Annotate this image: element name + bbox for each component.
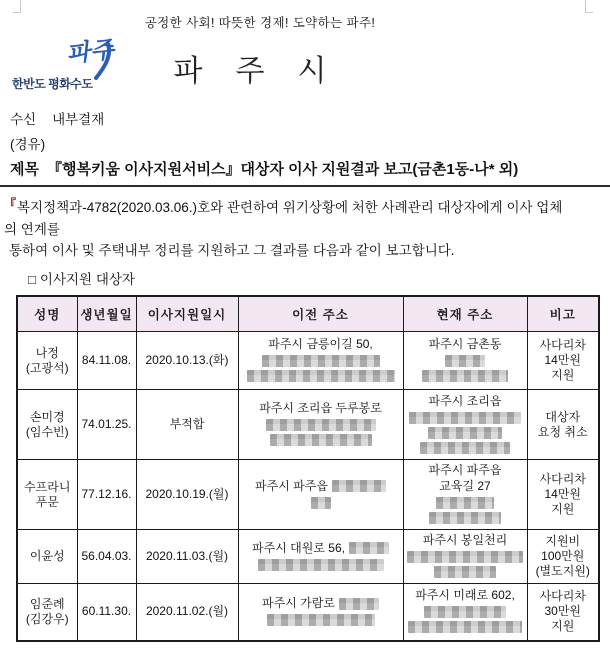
address-text: 파주시 대원로 56,	[252, 540, 345, 555]
note-line: 사다리차	[539, 589, 586, 604]
cell-prev-address	[238, 460, 403, 530]
person-name: 손미경	[29, 409, 65, 424]
section-title: □ 이사지원 대상자	[28, 272, 135, 287]
cell-curr-address	[403, 460, 527, 530]
cell-support-date: 2020.10.13.(화)	[136, 332, 238, 390]
col-header-prev-address: 이전 주소	[238, 296, 403, 332]
note-line: (별도지원)	[535, 564, 590, 578]
note-line: 지원	[551, 619, 575, 634]
body-line-1-text: 복지정책과-4782(2020.03.06.)호와 관련하여 위기상황에 처한 사례관리 대상자에게 이사 업체	[17, 200, 563, 215]
body-line-3: 통하여 이사 및 주택내부 정리를 지원하고 그 결과를 다음과 같이 보고합니다.	[9, 243, 455, 258]
scan-corner-mark-right	[585, 0, 593, 13]
cell-curr-address	[403, 332, 527, 390]
redacted-text-block	[311, 497, 331, 509]
redacted-text-block	[407, 551, 523, 563]
address-text: 파주시 조리읍 두루봉로	[259, 401, 382, 415]
note-line: 지원	[551, 368, 575, 382]
redacted-text-block	[420, 442, 510, 454]
cell-note	[527, 584, 599, 641]
redacted-text-block	[339, 598, 379, 610]
address-text: 파주시 봉일천리	[422, 533, 508, 547]
redacted-text-block	[422, 370, 508, 382]
redacted-text-block	[424, 606, 506, 618]
city-title-char: 주	[235, 55, 265, 88]
cell-birth: 56.04.03.	[77, 530, 136, 584]
subject-label: 제목	[10, 161, 39, 178]
address-text: 파주시 파주읍	[428, 463, 502, 477]
city-title	[0, 46, 500, 90]
redacted-text-block	[262, 355, 380, 367]
cell-support-date: 부적합	[136, 390, 238, 460]
subject-line	[10, 158, 518, 179]
note-line: 14만원	[544, 353, 582, 367]
col-header-curr-address: 현재 주소	[403, 296, 527, 332]
col-header-name: 성명	[17, 296, 77, 332]
cell-prev-address	[238, 390, 403, 460]
redacted-text-block	[428, 427, 502, 439]
cell-curr-address	[403, 584, 527, 641]
address-text: 교육길 27	[439, 479, 491, 493]
note-line: 100만원	[541, 549, 585, 563]
redacted-text-block	[409, 412, 521, 424]
cell-prev-address	[238, 530, 403, 584]
table-row	[17, 530, 599, 584]
person-alias: (고광석)	[25, 360, 69, 375]
city-title-char: 파	[173, 55, 203, 88]
redacted-text-block	[434, 566, 496, 578]
cell-curr-address	[403, 390, 527, 460]
address-text	[240, 479, 402, 494]
reference-mark: 『	[4, 197, 17, 211]
redacted-text-block	[267, 614, 375, 626]
note-line: 요청 취소	[537, 424, 588, 439]
redacted-text-block	[247, 370, 395, 382]
table-row	[17, 332, 599, 390]
redacted-text-block	[332, 480, 386, 492]
moving-support-table	[16, 295, 600, 642]
cell-name	[17, 460, 77, 530]
table-row	[17, 460, 599, 530]
address-text	[240, 596, 402, 611]
note-line: 지원비	[545, 534, 581, 548]
cell-note	[527, 390, 599, 460]
cell-prev-address	[238, 584, 403, 641]
cell-birth: 60.11.30.	[77, 584, 136, 641]
col-header-birth: 생년월일	[77, 296, 136, 332]
subject-text: 『행복키움 이사지원서비스』대상자 이사 지원결과 보고(금촌1동-나* 외)	[46, 161, 519, 178]
cell-birth: 74.01.25.	[77, 390, 136, 460]
cell-curr-address	[403, 530, 527, 584]
person-alias: (임수빈)	[25, 424, 69, 439]
redacted-text-block	[270, 434, 372, 446]
cell-note	[527, 530, 599, 584]
cell-support-date: 2020.11.03.(월)	[136, 530, 238, 584]
address-text: 파주시 가람로	[262, 595, 335, 610]
person-name: 나정	[35, 345, 59, 360]
note-line: 30만원	[544, 604, 582, 619]
redacted-text-block	[445, 355, 485, 367]
table-row	[17, 390, 599, 460]
cell-name	[17, 530, 77, 584]
person-name: 이윤성	[29, 549, 65, 563]
col-header-support-date: 이사지원일시	[136, 296, 238, 332]
support-table-wrap	[16, 295, 600, 642]
note-line: 사다리차	[539, 472, 586, 486]
body-line-1	[4, 194, 606, 219]
table-header-row	[17, 296, 599, 332]
scan-corner-mark-left	[13, 0, 21, 13]
cell-name	[17, 332, 77, 390]
note-line: 14만원	[544, 487, 582, 501]
cell-support-date: 2020.10.19.(월)	[136, 460, 238, 530]
via-line: (경유)	[10, 137, 46, 152]
recipient-line	[10, 108, 104, 128]
title-divider	[0, 185, 610, 187]
address-text	[240, 541, 402, 556]
cell-birth: 77.12.16.	[77, 460, 136, 530]
redacted-text-block	[349, 542, 389, 554]
cell-prev-address	[238, 332, 403, 390]
city-slogan: 공정한 사회! 따뜻한 경제! 도약하는 파주!	[144, 16, 376, 30]
col-header-note: 비고	[527, 296, 599, 332]
note-line: 사다리차	[539, 338, 586, 352]
table-row	[17, 584, 599, 641]
svg-text:파주: 파주	[67, 36, 117, 68]
recipient-value: 내부결재	[52, 112, 105, 127]
redacted-text-block	[429, 512, 501, 524]
person-name: 임준례	[29, 596, 65, 611]
address-text: 파주시 미래로 602,	[415, 588, 515, 603]
cell-birth: 84.11.08.	[77, 332, 136, 390]
person-alias: (김강우)	[25, 611, 69, 626]
address-text: 파주시 금촌동	[428, 337, 502, 351]
address-text: 파주시 조리읍	[428, 393, 502, 408]
body-paragraph	[4, 194, 606, 262]
recipient-label: 수신	[10, 112, 37, 127]
note-line: 대상자	[545, 409, 581, 424]
redacted-text-block	[408, 621, 522, 633]
cell-note	[527, 332, 599, 390]
cell-name	[17, 390, 77, 460]
person-alias: 푸문	[35, 494, 59, 509]
address-text: 파주시 금릉이길 50,	[268, 337, 373, 351]
person-name: 수프라니	[24, 479, 71, 494]
logo-tagline: 한반도 평화수도	[12, 77, 93, 91]
cell-name	[17, 584, 77, 641]
cell-support-date: 2020.11.02.(월)	[136, 584, 238, 641]
cell-note	[527, 460, 599, 530]
note-line: 지원	[551, 502, 575, 516]
body-line-2: 의 연계를	[4, 221, 60, 237]
redacted-text-block	[258, 559, 384, 571]
redacted-text-block	[266, 419, 376, 431]
city-title-char: 시	[297, 55, 327, 88]
address-text: 파주시 파주읍	[255, 478, 328, 493]
redacted-text-block	[436, 497, 494, 509]
